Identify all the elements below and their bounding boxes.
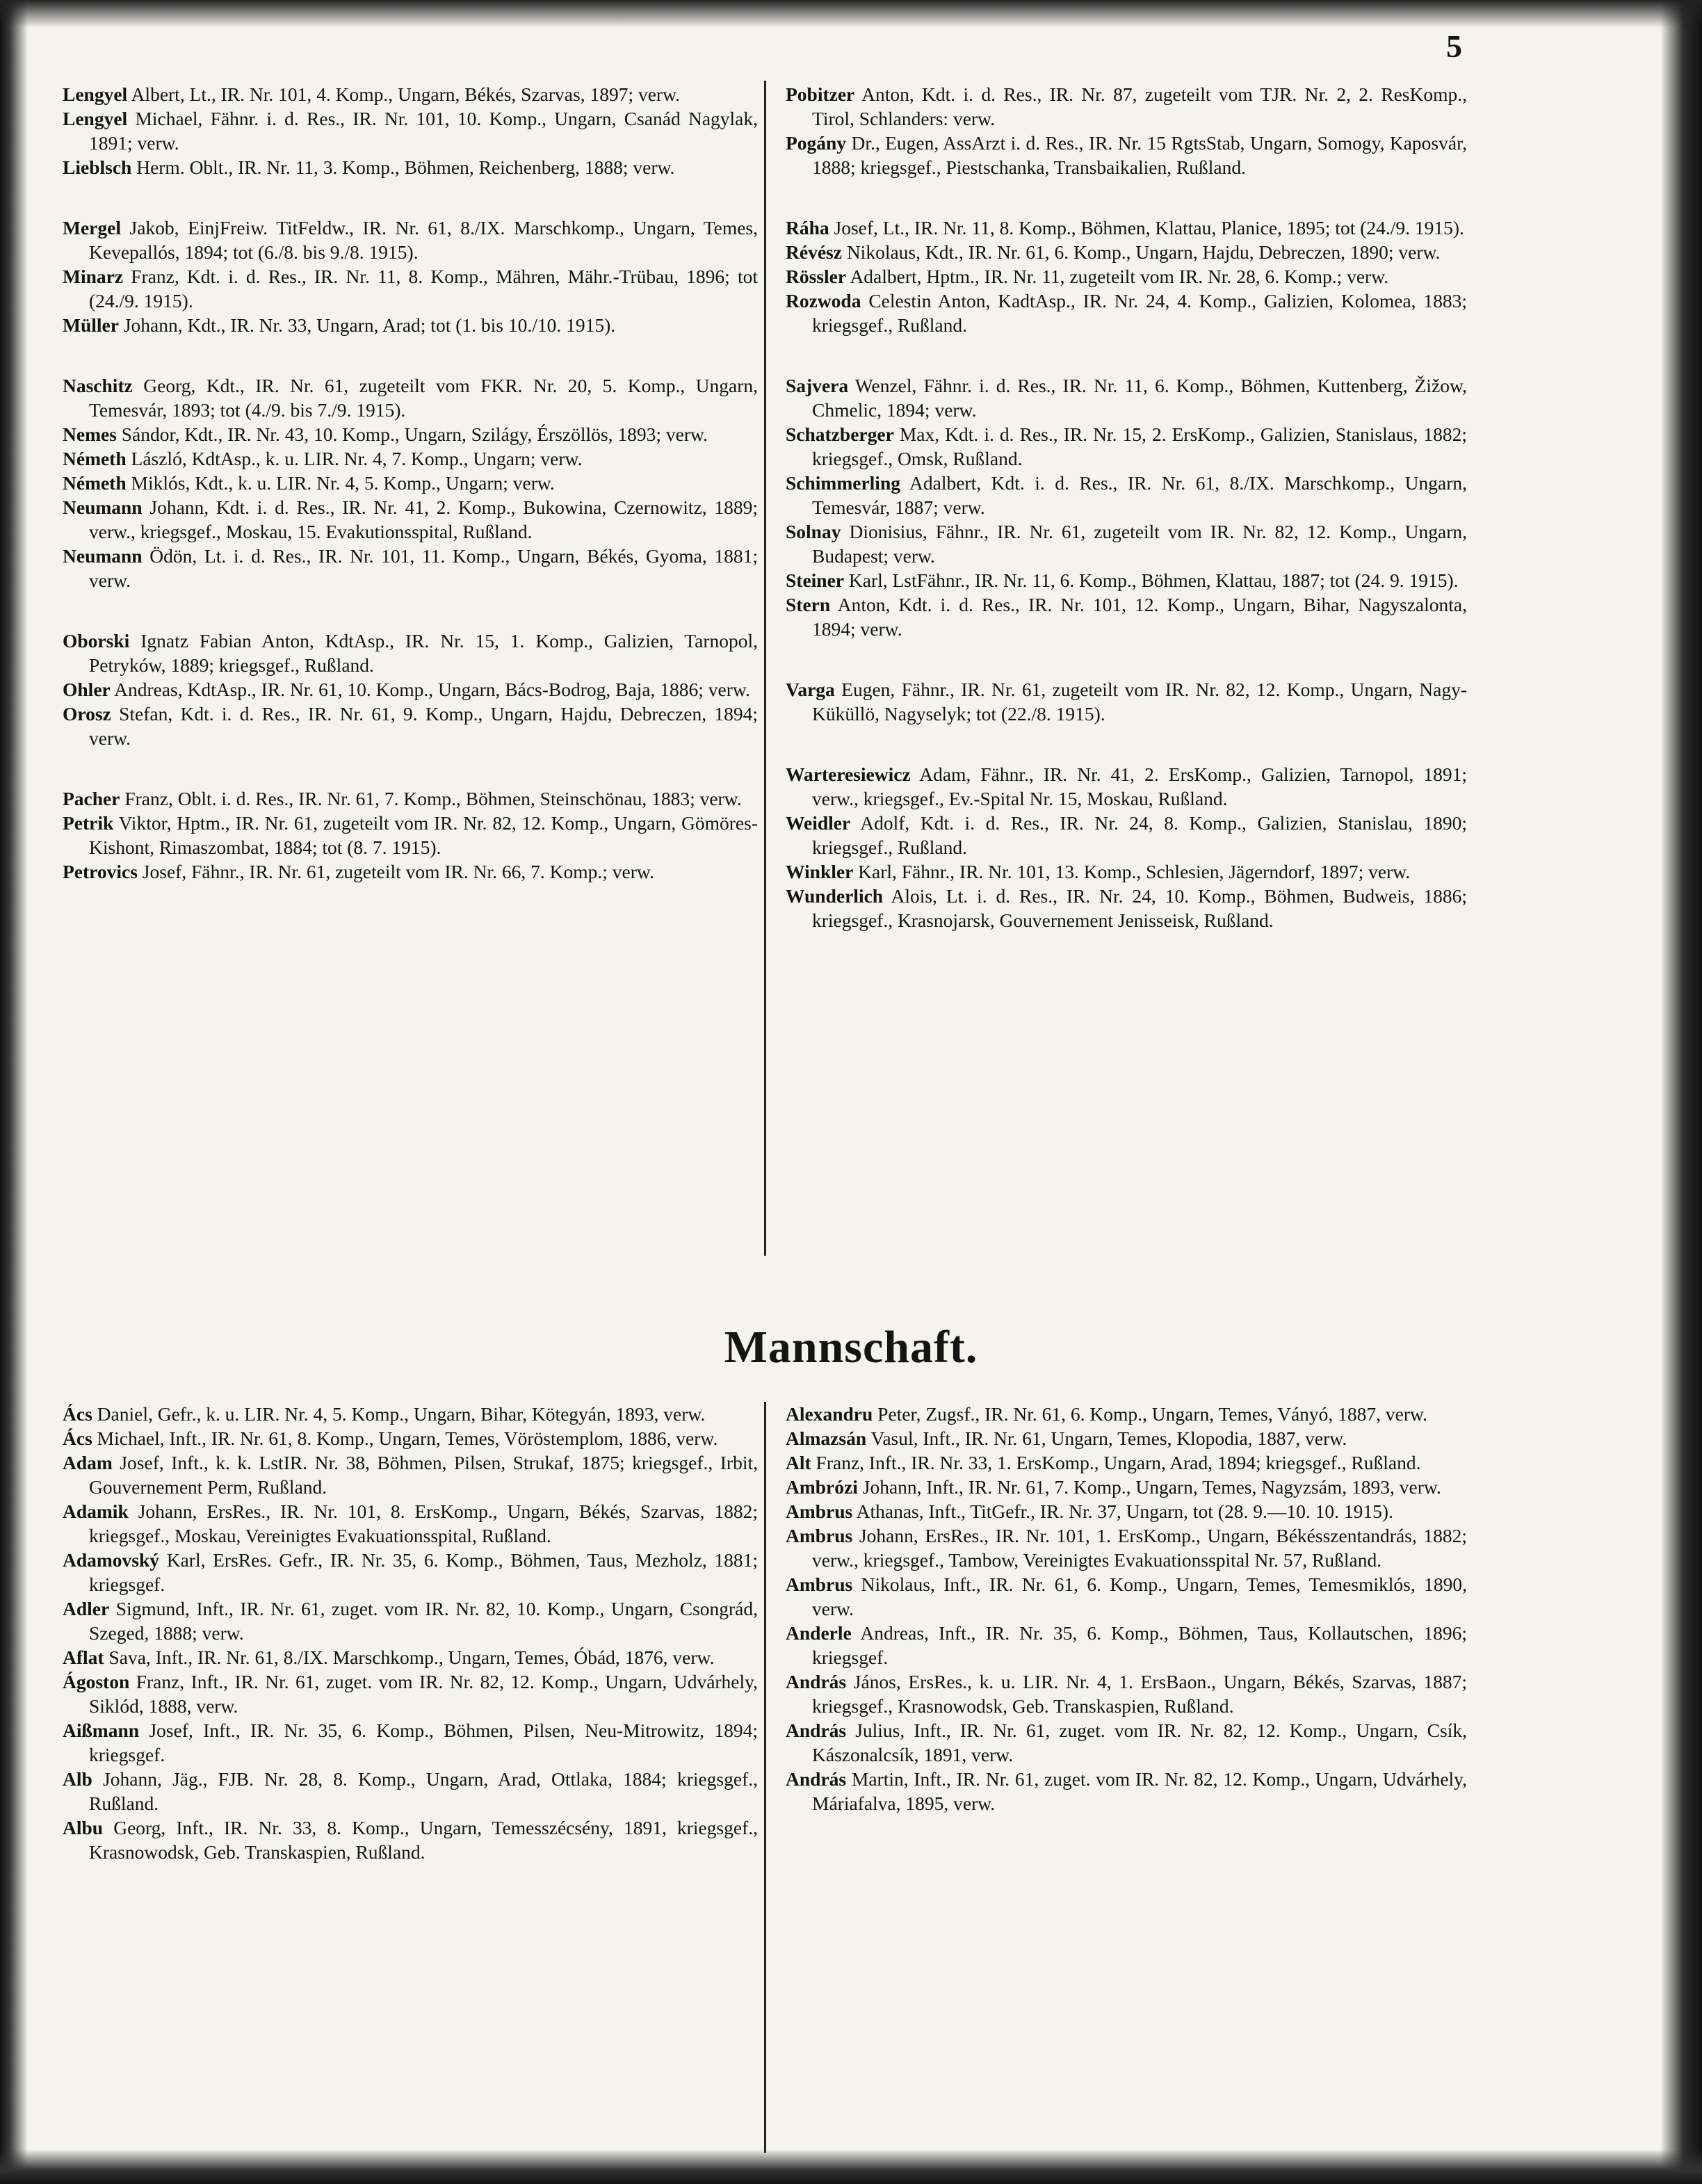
letter-group: [63, 786, 758, 884]
roster-entry: [63, 1450, 758, 1499]
scan-shadow-left: [0, 0, 28, 2184]
entry-details: Anton, Kdt. i. d. Res., IR. Nr. 101, 12. Komp., Ungarn, Bihar, Nagyszalonta, 1894; verw.: [812, 594, 1467, 640]
entry-details: Georg, Inft., IR. Nr. 33, 8. Komp., Ungarn, Temesszécsény, 1891, kriegsgef., Krasnowodsk, Geb. Transkaspien, Rußland.: [89, 1817, 758, 1863]
entry-details: Sava, Inft., IR. Nr. 61, 8./IX. Marschkomp., Ungarn, Temes, Óbád, 1876, verw.: [108, 1647, 715, 1668]
roster-entry: [786, 240, 1467, 264]
entry-details: Karl, Fähnr., IR. Nr. 101, 13. Komp., Schlesien, Jägerndorf, 1897; verw.: [858, 861, 1411, 882]
roster-entry: [786, 859, 1467, 884]
letter-group: [786, 373, 1467, 641]
entry-details: Jakob, EinjFreiw. TitFeldw., IR. Nr. 61, 8./IX. Marschkomp., Ungarn, Temes, Kevepallós, 1894; tot (6./8. bis 9./8. 1915).: [89, 217, 759, 263]
roster-entry: [63, 677, 758, 702]
entry-surname: Oborski: [63, 630, 130, 652]
roster-entry: [63, 446, 758, 471]
entry-surname: Wunderlich: [786, 885, 884, 907]
entry-details: Martin, Inft., IR. Nr. 61, zuget. vom IR. Nr. 82, 12. Komp., Ungarn, Udvárhely, Máriafalva, 1895, verw.: [812, 1768, 1467, 1814]
scan-shadow-right: [1660, 0, 1702, 2184]
entry-details: Peter, Zugsf., IR. Nr. 61, 6. Komp., Ungarn, Temes, Ványó, 1887, verw.: [877, 1403, 1427, 1425]
entry-surname: Weidler: [786, 812, 851, 834]
entry-surname: Adam: [63, 1452, 113, 1473]
roster-entry: [63, 1767, 758, 1815]
entry-details: Karl, LstFähnr., IR. Nr. 11, 6. Komp., Böhmen, Klattau, 1887; tot (24. 9. 1915).: [848, 569, 1459, 591]
entry-surname: Ambrózi: [786, 1476, 858, 1498]
roster-entry: [786, 1402, 1467, 1426]
section-title: Mannschaft.: [724, 1322, 978, 1373]
letter-group: [786, 762, 1467, 932]
letter-group: [786, 677, 1467, 726]
roster-entry: [786, 677, 1467, 726]
entry-surname: Naschitz: [63, 375, 133, 396]
entry-surname: András: [786, 1671, 847, 1692]
entry-surname: Pobitzer: [786, 83, 855, 105]
roster-entry: [63, 1596, 758, 1645]
entry-surname: Sajvera: [786, 375, 849, 396]
entry-surname: Nemes: [63, 423, 117, 445]
roster-entry: [63, 106, 758, 155]
entry-details: Johann, Kdt., IR. Nr. 33, Ungarn, Arad; tot (1. bis 10./10. 1915).: [123, 314, 616, 336]
roster-entry: [63, 82, 758, 106]
entry-surname: Ambrus: [786, 1525, 853, 1546]
roster-entry: [63, 544, 758, 592]
roster-entry: [63, 1548, 758, 1596]
letter-group: [63, 216, 758, 337]
roster-entry: [786, 131, 1467, 179]
roster-entry: [63, 373, 758, 422]
roster-entry: [63, 1815, 758, 1864]
roster-entry: [786, 471, 1467, 519]
entry-details: János, ErsRes., k. u. LIR. Nr. 4, 1. ErsBaon., Ungarn, Békés, Szarvas, 1887; kriegsgef., Krasnowodsk, Geb. Transkaspien, Rußland.: [812, 1671, 1467, 1717]
entry-details: Andreas, KdtAsp., IR. Nr. 61, 10. Komp., Ungarn, Bács-Bodrog, Baja, 1886; verw.: [114, 679, 750, 700]
entry-surname: Anderle: [786, 1622, 852, 1644]
entry-surname: Alexandru: [786, 1403, 873, 1425]
entry-details: Franz, Inft., IR. Nr. 33, 1. ErsKomp., Ungarn, Arad, 1894; kriegsgef., Rußland.: [816, 1452, 1421, 1473]
entry-details: Andreas, Inft., IR. Nr. 35, 6. Komp., Böhmen, Taus, Kollautschen, 1896; kriegsgef.: [812, 1622, 1467, 1668]
men-right-column: [786, 1402, 1467, 1815]
entry-details: Nikolaus, Kdt., IR. Nr. 61, 6. Komp., Ungarn, Hajdu, Debreczen, 1890; verw.: [846, 241, 1441, 263]
roster-entry: [63, 1669, 758, 1718]
roster-entry: [786, 1450, 1467, 1475]
roster-entry: [786, 216, 1467, 240]
roster-entry: [63, 811, 758, 859]
roster-entry: [63, 216, 758, 264]
entry-surname: Steiner: [786, 569, 845, 591]
entry-surname: Neumann: [63, 496, 143, 518]
entry-details: Nikolaus, Inft., IR. Nr. 61, 6. Komp., Ungarn, Temes, Temesmiklós, 1890, verw.: [812, 1574, 1468, 1619]
entry-details: Adolf, Kdt. i. d. Res., IR. Nr. 24, 8. Komp., Galizien, Stanislau, 1890; kriegsgef., Rußland.: [812, 812, 1468, 858]
roster-entry: [786, 1499, 1467, 1523]
letter-group: [63, 82, 758, 179]
roster-entry: [786, 568, 1467, 592]
entry-surname: Pogány: [786, 132, 847, 154]
entry-details: Sigmund, Inft., IR. Nr. 61, zuget. vom IR. Nr. 82, 10. Komp., Ungarn, Csongrád, Szeged, 1888; verw.: [89, 1598, 759, 1644]
entry-details: Sándor, Kdt., IR. Nr. 43, 10. Komp., Ungarn, Szilágy, Érszöllös, 1893; verw.: [121, 423, 708, 445]
roster-entry: [786, 1669, 1467, 1718]
roster-entry: [63, 1499, 758, 1548]
entry-surname: Aißmann: [63, 1720, 140, 1741]
entry-surname: Ács: [63, 1403, 92, 1425]
entry-details: Athanas, Inft., TitGefr., IR. Nr. 37, Ungarn, tot (28. 9.—10. 10. 1915).: [856, 1501, 1393, 1522]
entry-details: Johann, Jäg., FJB. Nr. 28, 8. Komp., Ungarn, Arad, Ottlaka, 1884; kriegsgef., Rußland.: [89, 1768, 758, 1814]
entry-surname: Stern: [786, 594, 831, 615]
entry-details: Franz, Kdt. i. d. Res., IR. Nr. 11, 8. Komp., Mähren, Mähr.-Trübau, 1896; tot (24./9. 1915).: [89, 266, 759, 312]
letter-group: [63, 373, 758, 592]
entry-details: Johann, ErsRes., IR. Nr. 101, 8. ErsKomp., Ungarn, Békés, Szarvas, 1882; kriegsgef., Moskau, Vereinigtes Evakuationsspital, Rußland.: [89, 1501, 758, 1546]
roster-entry: [63, 471, 758, 495]
entry-surname: Révész: [786, 241, 842, 263]
roster-entry: [63, 702, 758, 750]
entry-surname: Ambrus: [786, 1501, 853, 1522]
roster-entry: [63, 1718, 758, 1767]
entry-details: Josef, Inft., IR. Nr. 35, 6. Komp., Böhmen, Pilsen, Neu-Mitrowitz, 1894; kriegsgef.: [89, 1720, 759, 1765]
entry-details: Josef, Fähnr., IR. Nr. 61, zugeteilt vom IR. Nr. 66, 7. Komp.; verw.: [142, 861, 654, 882]
entry-details: Max, Kdt. i. d. Res., IR. Nr. 15, 2. ErsKomp., Galizien, Stanislaus, 1882; kriegsgef., Omsk, Rußland.: [812, 423, 1468, 469]
entry-surname: Albu: [63, 1817, 104, 1838]
entry-details: Vasul, Inft., IR. Nr. 61, Ungarn, Temes, Klopodia, 1887, verw.: [870, 1427, 1347, 1449]
entry-details: Ignatz Fabian Anton, KdtAsp., IR. Nr. 15, 1. Komp., Galizien, Tarnopol, Petryków, 1889; kriegsgef., Rußland.: [89, 630, 759, 676]
entry-details: Georg, Kdt., IR. Nr. 61, zugeteilt vom FKR. Nr. 20, 5. Komp., Ungarn, Temesvár, 1893; tot (4./9. bis 7./9. 1915).: [89, 375, 759, 421]
entry-details: Julius, Inft., IR. Nr. 61, zuget. vom IR. Nr. 82, 12. Komp., Ungarn, Csík, Kászonalcsík, 1891, verw.: [812, 1720, 1467, 1765]
entry-surname: Adamik: [63, 1501, 129, 1522]
entry-details: László, KdtAsp., k. u. LIR. Nr. 4, 7. Komp., Ungarn; verw.: [131, 448, 583, 469]
roster-entry: [786, 811, 1467, 859]
entry-surname: Ráha: [786, 217, 829, 238]
roster-entry: [63, 422, 758, 446]
entry-surname: Lieblsch: [63, 156, 132, 178]
roster-entry: [786, 1523, 1467, 1572]
entry-surname: Winkler: [786, 861, 854, 882]
entry-surname: Ambrus: [786, 1574, 853, 1595]
roster-entry: [63, 1426, 758, 1450]
page-number: 5: [1446, 29, 1462, 64]
entry-details: Johann, Kdt. i. d. Res., IR. Nr. 41, 2. Komp., Bukowina, Czernowitz, 1889; verw., kriegsgef., Moskau, 15. Evakutionsspital, Rußland.: [89, 496, 758, 542]
roster-entry: [63, 155, 758, 179]
roster-entry: [786, 373, 1467, 422]
entry-details: Herm. Oblt., IR. Nr. 11, 3. Komp., Böhmen, Reichenberg, 1888; verw.: [136, 156, 675, 178]
entry-surname: Neumann: [63, 545, 143, 567]
roster-entry: [786, 884, 1467, 932]
roster-entry: [63, 313, 758, 337]
officers-left-column: [63, 82, 758, 920]
entry-surname: Alb: [63, 1768, 92, 1790]
roster-entry: [786, 519, 1467, 568]
entry-details: Dionisius, Fähnr., IR. Nr. 61, zugeteilt vom IR. Nr. 82, 12. Komp., Ungarn, Budapest; verw.: [812, 521, 1467, 567]
column-rule-lower: [764, 1402, 766, 2153]
entry-details: Miklós, Kdt., k. u. LIR. Nr. 4, 5. Komp., Ungarn; verw.: [131, 472, 555, 494]
entry-surname: Lengyel: [63, 108, 128, 129]
entry-details: Dr., Eugen, AssArzt i. d. Res., IR. Nr. 15 RgtsStab, Ungarn, Somogy, Kaposvár, 1888; kriegsgef., Piestschanka, Transbaikalien, Rußland.: [812, 132, 1467, 178]
entry-details: Adalbert, Hptm., IR. Nr. 11, zugeteilt vom IR. Nr. 28, 6. Komp.; verw.: [850, 266, 1389, 287]
entry-surname: Warteresiewicz: [786, 763, 911, 785]
scan-shadow-bottom: [0, 2149, 1702, 2184]
roster-entry: [63, 264, 758, 313]
scan-shadow-top: [0, 0, 1702, 28]
entry-surname: Rozwoda: [786, 290, 861, 312]
entry-details: Josef, Lt., IR. Nr. 11, 8. Komp., Böhmen, Klattau, Planice, 1895; tot (24./9. 1915).: [834, 217, 1464, 238]
entry-details: Franz, Oblt. i. d. Res., IR. Nr. 61, 7. Komp., Böhmen, Steinschönau, 1883; verw.: [124, 788, 742, 809]
roster-entry: [63, 1402, 758, 1426]
roster-entry: [786, 1475, 1467, 1499]
entry-details: Johann, Inft., IR. Nr. 61, 7. Komp., Ungarn, Temes, Nagyzsám, 1893, verw.: [862, 1476, 1441, 1498]
letter-group: [63, 629, 758, 750]
roster-entry: [786, 422, 1467, 471]
entry-details: Daniel, Gefr., k. u. LIR. Nr. 4, 5. Komp., Ungarn, Bihar, Kötegyán, 1893, verw.: [97, 1403, 706, 1425]
roster-entry: [786, 289, 1467, 337]
roster-entry: [63, 1645, 758, 1669]
entry-details: Eugen, Fähnr., IR. Nr. 61, zugeteilt vom IR. Nr. 82, 12. Komp., Ungarn, Nagy-Küküllö, Nagyselyk; tot (22./8. 1915).: [812, 679, 1467, 725]
entry-surname: Orosz: [63, 703, 111, 725]
entry-surname: Németh: [63, 472, 127, 494]
entry-details: Josef, Inft., k. k. LstIR. Nr. 38, Böhmen, Pilsen, Strukaf, 1875; kriegsgef., Irbit, Gouvernement Perm, Rußland.: [89, 1452, 759, 1498]
roster-entry: [63, 495, 758, 544]
roster-entry: [786, 1572, 1467, 1621]
roster-entry: [786, 1767, 1467, 1815]
entry-surname: Németh: [63, 448, 127, 469]
entry-details: Karl, ErsRes. Gefr., IR. Nr. 35, 6. Komp., Böhmen, Taus, Mezholz, 1881; kriegsgef.: [89, 1549, 758, 1595]
roster-entry: [63, 859, 758, 884]
entry-surname: Schatzberger: [786, 423, 894, 445]
roster-entry: [63, 786, 758, 811]
entry-surname: Mergel: [63, 217, 121, 238]
entry-details: Adalbert, Kdt. i. d. Res., IR. Nr. 61, 8./IX. Marschkomp., Ungarn, Temesvár, 1887; verw.: [812, 472, 1467, 518]
entry-surname: Müller: [63, 314, 119, 336]
roster-entry: [63, 629, 758, 677]
column-rule-upper: [764, 81, 766, 1256]
entry-surname: Schimmerling: [786, 472, 900, 494]
entry-surname: Pacher: [63, 788, 120, 809]
entry-details: Adam, Fähnr., IR. Nr. 41, 2. ErsKomp., Galizien, Tarnopol, 1891; verw., kriegsgef., Ev.-Spital Nr. 15, Moskau, Rußland.: [812, 763, 1468, 809]
entry-surname: Lengyel: [63, 83, 128, 105]
letter-group: [786, 216, 1467, 337]
roster-entry: [786, 1426, 1467, 1450]
entry-details: Stefan, Kdt. i. d. Res., IR. Nr. 61, 9. Komp., Ungarn, Hajdu, Debreczen, 1894; verw.: [89, 703, 758, 749]
entry-details: Michael, Fähnr. i. d. Res., IR. Nr. 101, 10. Komp., Ungarn, Csanád Nagylak, 1891; verw.: [89, 108, 759, 154]
letter-group: [786, 82, 1467, 179]
entry-details: Wenzel, Fähnr. i. d. Res., IR. Nr. 11, 6. Komp., Böhmen, Kuttenberg, Žižow, Chmelic, 1894; verw.: [812, 375, 1467, 421]
entry-surname: Minarz: [63, 266, 124, 287]
entry-surname: Rössler: [786, 266, 847, 287]
entry-details: Johann, ErsRes., IR. Nr. 101, 1. ErsKomp., Ungarn, Békésszentandrás, 1882; verw., kriegsgef., Tambow, Vereinigtes Evakuationsspital Nr. 57, Rußland.: [812, 1525, 1468, 1571]
entry-details: Ödön, Lt. i. d. Res., IR. Nr. 101, 11. Komp., Ungarn, Békés, Gyoma, 1881; verw.: [89, 545, 758, 591]
entry-surname: Aflat: [63, 1647, 104, 1668]
entry-surname: Ágoston: [63, 1671, 130, 1692]
entry-surname: Alt: [786, 1452, 811, 1473]
entry-surname: Petrovics: [63, 861, 138, 882]
entry-surname: Solnay: [786, 521, 841, 542]
entry-surname: Petrik: [63, 812, 114, 834]
entry-surname: Adler: [63, 1598, 110, 1619]
officers-right-column: [786, 82, 1467, 969]
entry-details: Alois, Lt. i. d. Res., IR. Nr. 24, 10. Komp., Böhmen, Budweis, 1886; kriegsgef., Krasnojarsk, Gouvernement Jenisseisk, Rußland.: [812, 885, 1468, 931]
entry-details: Franz, Inft., IR. Nr. 61, zuget. vom IR. Nr. 82, 12. Komp., Ungarn, Udvárhely, Siklód, 1888, verw.: [89, 1671, 758, 1717]
entry-details: Michael, Inft., IR. Nr. 61, 8. Komp., Ungarn, Temes, Vöröstemplom, 1886, verw.: [97, 1427, 718, 1449]
entry-surname: András: [786, 1720, 847, 1741]
entry-details: Viktor, Hptm., IR. Nr. 61, zugeteilt vom IR. Nr. 82, 12. Komp., Ungarn, Gömöres-Kishont, Rimaszombat, 1884; tot (8. 7. 1915).: [89, 812, 758, 858]
entry-surname: Ács: [63, 1427, 92, 1449]
roster-entry: [786, 1718, 1467, 1767]
roster-entry: [786, 1621, 1467, 1669]
entry-details: Celestin Anton, KadtAsp., IR. Nr. 24, 4. Komp., Galizien, Kolomea, 1883; kriegsgef., Rußland.: [812, 290, 1468, 336]
entry-surname: Ohler: [63, 679, 111, 700]
entry-details: Anton, Kdt. i. d. Res., IR. Nr. 87, zugeteilt vom TJR. Nr. 2, 2. ResKomp., Tirol, Schlanders: verw.: [812, 83, 1467, 129]
entry-surname: Varga: [786, 679, 835, 700]
roster-entry: [786, 82, 1467, 131]
entry-surname: Almazsán: [786, 1427, 867, 1449]
entry-details: Albert, Lt., IR. Nr. 101, 4. Komp., Ungarn, Békés, Szarvas, 1897; verw.: [131, 83, 681, 105]
entry-surname: András: [786, 1768, 847, 1790]
entry-surname: Adamovský: [63, 1549, 160, 1571]
men-left-column: [63, 1402, 758, 1864]
roster-entry: [786, 264, 1467, 289]
roster-entry: [786, 592, 1467, 641]
roster-entry: [786, 762, 1467, 811]
